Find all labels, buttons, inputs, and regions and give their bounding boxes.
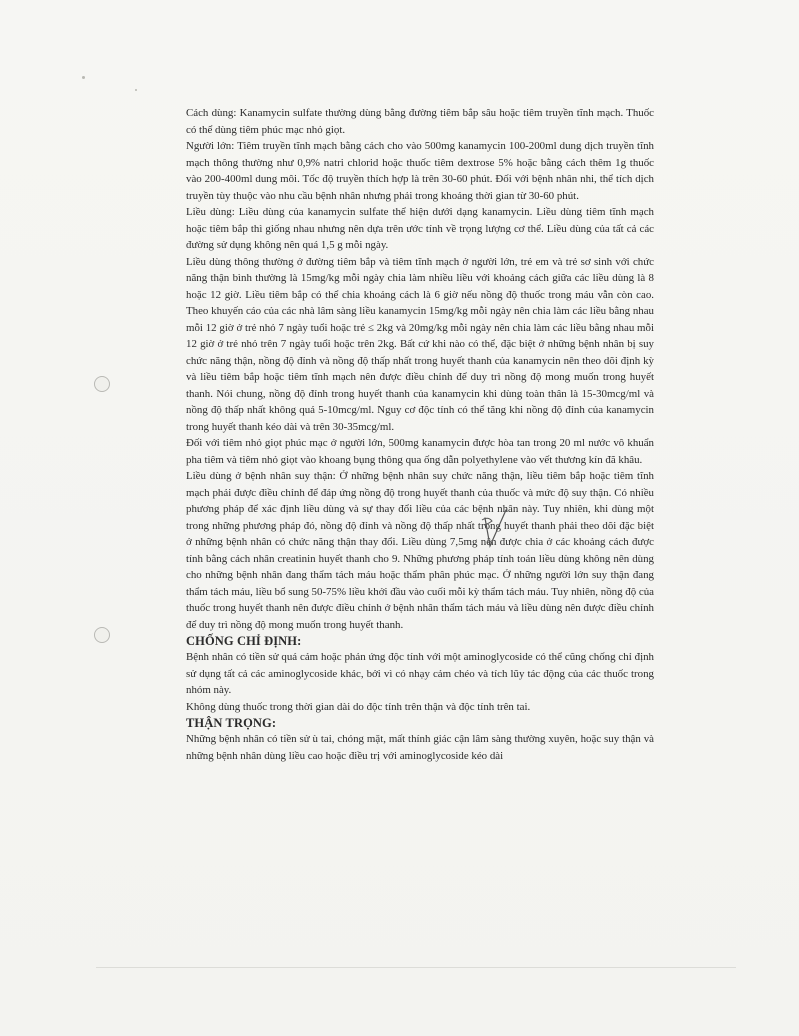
heading-precautions: THẬN TRỌNG: (186, 716, 277, 730)
paragraph-usual-dosage: Liều dùng thông thường ở đường tiêm bắp và tiêm tĩnh mạch ở người lớn, trẻ em và trẻ sơ sinh với chức năng thận bình thường là 15mg/kg mỗi ngày chia làm nhiều liều với khoảng cách giữa các liều dùng là 8 hoặc 12 giờ. Liều tiêm bắp có thể chia khoảng cách là 6 giờ nếu nồng độ thuốc trong máu vẫn còn cao. Theo khuyến cáo của các nhà lâm sàng liều kanamycin 15mg/kg mỗi ngày nên chia làm các liều bằng nhau mỗi 12 giờ ở trẻ nhỏ 7 ngày tuổi hoặc trẻ ≤ 2kg và 20mg/kg mỗi ngày nên chia làm các liều bằng nhau mỗi 12 giờ ở trẻ nhỏ trên 7 ngày tuổi hoặc trên 2kg. Bất cứ khi nào có thể, đặc biệt ở những bệnh nhân bị suy chức năng thận, nồng độ đỉnh và nồng độ thấp nhất trong huyết thanh của kanamycin nên theo dõi định kỳ và liều tiêm bắp hoặc tiêm tĩnh mạch nên được điều chỉnh để duy trì nồng độ mong muốn trong huyết thanh. Nói chung, nồng độ đỉnh trong huyết thanh của kanamycin khi dùng toàn thân là 15-30mcg/ml và nồng độ thấp nhất không quá 5-10mcg/ml. Nguy cơ độc tính có thể tăng khi nồng độ đỉnh của kanamycin trong huyết thanh kéo dài và trên 30-35mcg/ml. (186, 255, 654, 433)
paragraph-renal-impairment: Liều dùng ở bệnh nhân suy thận: Ở những bệnh nhân suy chức năng thận, liều tiêm bắp hoặc tiêm tĩnh mạch phải được điều chỉnh để đáp ứng nồng độ trong huyết thanh của thuốc và mức độ suy thận. Có nhiều phương pháp để xác định liều dùng và sự thay đổi liều của các bệnh nhân này. Tuy nhiên, khi dùng một trong những phương pháp đó, nồng độ đỉnh và nồng độ thấp nhất trong huyết thanh phải theo dõi đặc biệt ở những bệnh nhân có chức năng thận thay đổi. Liều dùng 7,5mg nên được chia ở các khoảng cách được tính bằng cách nhân creatinin huyết thanh cho 9. Những phương pháp tính toán liều dùng không nên dùng cho những bệnh nhân đang thẩm tách máu hoặc thẩm phân phúc mạc. Ở những người lớn suy thận đang thẩm tách máu, liều bổ sung 50-75% liều khởi đầu vào cuối mỗi kỳ thẩm tách máu. Tuy nhiên, nồng độ của thuốc trong huyết thanh nên được điều chỉnh ở bệnh nhân thẩm tách máu và liều dùng nên được điều chỉnh để duy trì nồng độ mong muốn trong huyết thanh. (186, 470, 654, 631)
scan-speck (135, 89, 137, 91)
scan-speck (82, 76, 85, 79)
heading-contraindications: CHỐNG CHỈ ĐỊNH: (186, 634, 302, 648)
paragraph-contraindication-1: Bệnh nhân có tiền sử quá cảm hoặc phản ứng độc tính với một aminoglycoside có thể cũng chống chỉ định sử dụng tất cả các aminoglycoside khác, bởi vì có nhạy cảm chéo và tích lũy tác động của các thuốc trong nhóm này. (186, 651, 654, 696)
punch-hole (94, 627, 110, 643)
punch-hole (94, 376, 110, 392)
paragraph-dosage: Liều dùng: Liều dùng của kanamycin sulfate thể hiện dưới dạng kanamycin. Liều dùng tiêm tĩnh mạch hoặc tiêm bắp thì giống nhau nhưng nên dựa trên ước tính về trọng lượng cơ thể. Liều dùng của tất cả các đường sử dụng không nên quá 1,5 g mỗi ngày. (186, 206, 654, 251)
page-bottom-rule (96, 967, 736, 968)
paragraph-usage: Cách dùng: Kanamycin sulfate thường dùng bằng đường tiêm bắp sâu hoặc tiêm truyền tĩnh mạch. Thuốc có thể dùng tiêm phúc mạc nhỏ giọt. (186, 107, 654, 136)
document-body (186, 105, 654, 764)
paragraph-peritoneal: Đối với tiêm nhỏ giọt phúc mạc ở người lớn, 500mg kanamycin được hòa tan trong 20 ml nước vô khuẩn pha tiêm và tiêm nhỏ giọt vào khoang bụng thông qua ống dẫn polyethylene vào vết thương kín đã khâu. (186, 437, 654, 466)
paragraph-precaution-1: Những bệnh nhân có tiền sử ù tai, chóng mặt, mất thính giác cận lâm sàng thường xuyên, hoặc suy thận và những bệnh nhân dùng liều cao hoặc điều trị với aminoglycoside kéo dài (186, 733, 654, 762)
paragraph-contraindication-2: Không dùng thuốc trong thời gian dài do độc tính trên thận và độc tính trên tai. (186, 700, 531, 713)
paragraph-adults: Người lớn: Tiêm truyền tĩnh mạch bằng cách cho vào 500mg kanamycin 100-200ml dung dịch truyền tĩnh mạch thông thường như 0,9% natri chlorid hoặc thuốc tiêm dextrose 5% hoặc bằng cách thêm 1g thuốc vào 200-400ml dung môi. Tốc độ truyền thích hợp là trên 30-60 phút. Đối với bệnh nhân nhi, thể tích dịch truyền tùy thuộc vào nhu cầu bệnh nhân nhưng phải trong khoảng thời gian từ 30-60 phút. (186, 140, 654, 202)
